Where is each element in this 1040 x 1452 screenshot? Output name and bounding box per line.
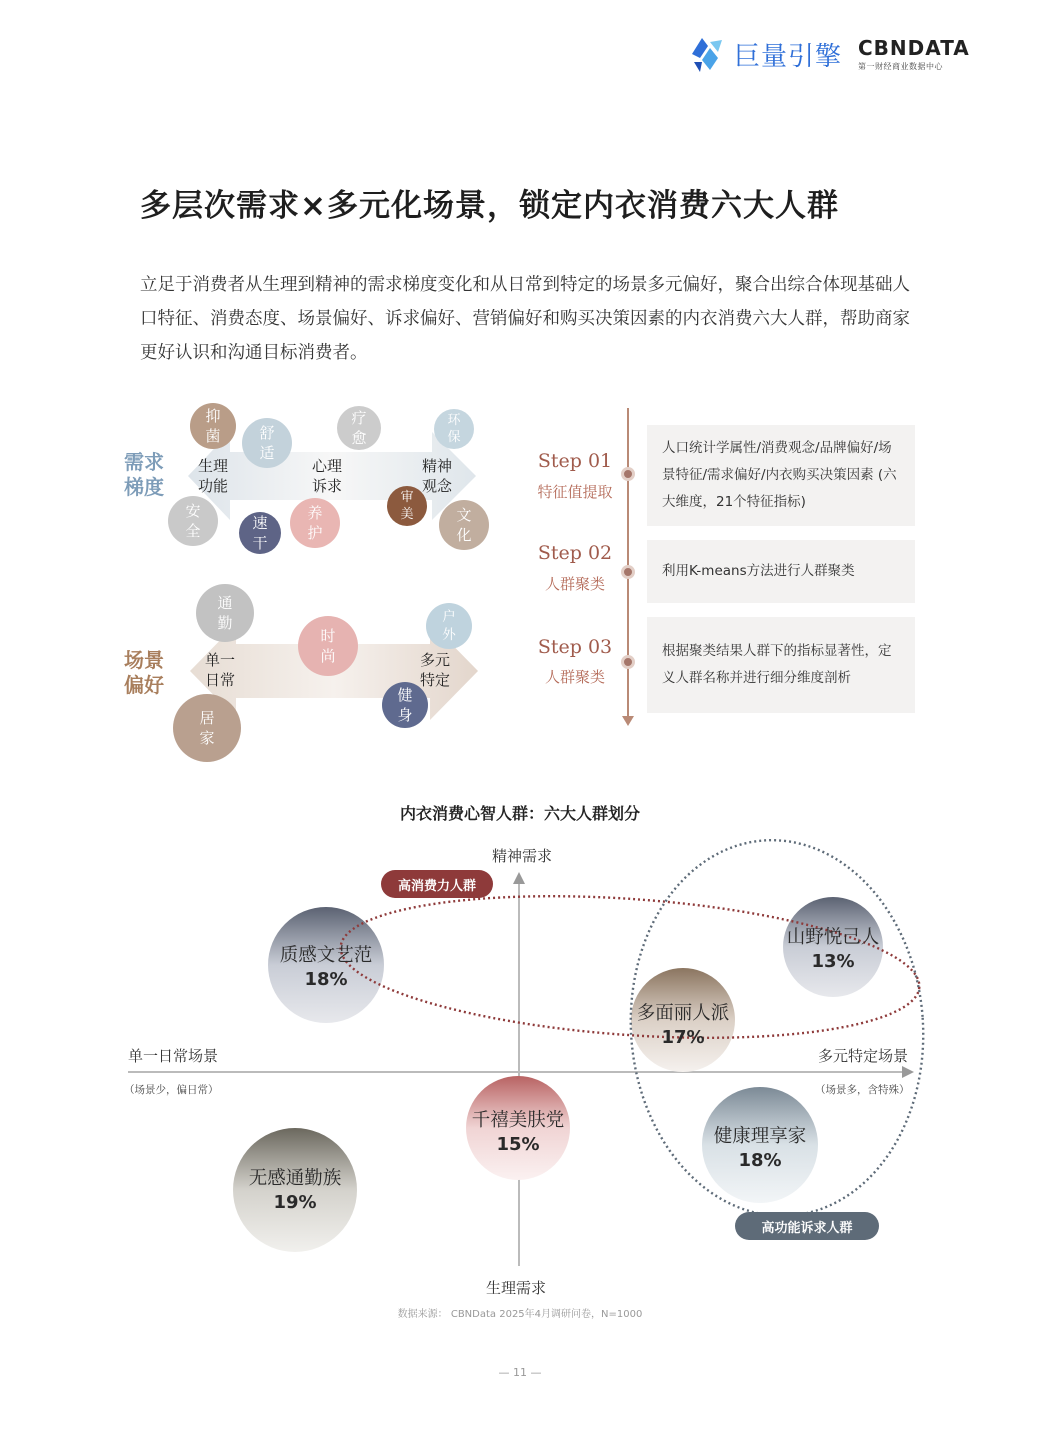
demand-mid-text: 心理 诉求 xyxy=(312,457,343,495)
ocean-engine-logo-text: 巨量引擎 xyxy=(734,41,843,72)
segment-name: 千禧美肤党 xyxy=(471,1109,565,1131)
demand-gradient-label-text: 需求 梯度 xyxy=(124,450,164,499)
bubble-eco: 环 保 xyxy=(434,409,474,449)
bubble-home: 居 家 xyxy=(173,694,241,762)
bubble-fitness: 健 身 xyxy=(382,682,428,728)
segment-name: 健康理享家 xyxy=(713,1125,807,1147)
step-02-box xyxy=(647,540,915,603)
page-number: — 11 — xyxy=(498,1366,542,1379)
step-01-text: 人口统计学属性/消费观念/品牌偏好/场景特征/需求偏好/内衣购买决策因素 (六大维度，21个特征指标) xyxy=(662,440,897,510)
quadrant-chart-title: 内衣消费心智人群：六大人群划分 xyxy=(399,804,640,823)
segment-texture-art xyxy=(266,925,386,1005)
bubble-fashion: 时 尚 xyxy=(298,616,358,676)
scene-right-text: 多元 特定 xyxy=(420,651,451,689)
step-03-subtitle: 人群聚类 xyxy=(544,668,605,686)
cbndata-logo-subtitle: 第一财经商业数据中心 xyxy=(858,62,943,71)
bubble-quick-dry: 速 干 xyxy=(239,512,281,554)
scene-preference-label-text: 场景 偏好 xyxy=(124,648,164,697)
segment-percent: 15% xyxy=(496,1133,540,1155)
segment-name: 质感文艺范 xyxy=(279,944,373,966)
x-axis-left-label: 单一日常场景 xyxy=(128,1047,219,1065)
bubble-comfort: 舒 适 xyxy=(242,418,292,468)
step-01-box xyxy=(647,425,915,526)
x-axis-arrow xyxy=(902,1066,914,1078)
data-source: 数据来源： CBNData 2025年4月调研问卷，N=1000 xyxy=(397,1309,643,1320)
x-axis-right-label: 多元特定场景 xyxy=(818,1047,909,1065)
segment-percent: 18% xyxy=(304,968,348,990)
steps-timeline-arrow xyxy=(622,716,634,726)
bubble-outdoor: 户 外 xyxy=(426,603,472,649)
bubble-antibacterial: 抑 菌 xyxy=(190,403,236,449)
demand-right-text: 精神 观念 xyxy=(422,457,453,495)
scene-preference-label xyxy=(124,648,164,698)
segment-mountain-self xyxy=(773,907,893,987)
bubble-aesthetics: 审 美 xyxy=(387,486,427,526)
step-02-title: Step 02 xyxy=(537,542,613,564)
segment-commuter xyxy=(235,1148,355,1228)
step-01-dot xyxy=(621,467,635,481)
step-03-text: 根据聚类结果人群下的指标显著性，定义人群名称并进行细分维度剖析 xyxy=(662,643,892,686)
segment-healthy-enjoyer xyxy=(700,1106,820,1186)
page-title: 多层次需求×多元化场景，锁定内衣消费六大人群 xyxy=(140,188,839,224)
segment-percent: 17% xyxy=(661,1026,705,1048)
step-03-title: Step 03 xyxy=(537,636,613,658)
bubble-care: 养 护 xyxy=(290,498,340,548)
segment-percent: 18% xyxy=(738,1149,782,1171)
y-axis-bottom-label: 生理需求 xyxy=(486,1279,547,1297)
bubble-safety: 安 全 xyxy=(168,496,218,546)
segment-millennial-skin xyxy=(458,1090,578,1170)
step-02-subtitle: 人群聚类 xyxy=(544,575,605,593)
segment-name: 山野悦己人 xyxy=(786,926,880,948)
y-axis-top-label: 精神需求 xyxy=(492,847,553,865)
step-02-text: 利用K-means方法进行人群聚类 xyxy=(662,563,855,579)
bubble-commute: 通 勤 xyxy=(196,584,254,642)
step-01-title: Step 01 xyxy=(537,450,613,472)
segment-percent: 13% xyxy=(811,950,855,972)
demand-left-text: 生理 功能 xyxy=(198,457,229,495)
x-axis-right-note: （场景多，含特殊） xyxy=(815,1084,910,1096)
x-axis-left-note: （场景少，偏日常） xyxy=(124,1084,219,1096)
demand-gradient-label xyxy=(124,450,164,500)
bubble-culture: 文 化 xyxy=(439,500,489,550)
step-01-subtitle: 特征值提取 xyxy=(537,483,613,501)
cbndata-logo-text: CBNDATA xyxy=(858,36,970,60)
segment-name: 多面丽人派 xyxy=(636,1002,730,1024)
segment-percent: 19% xyxy=(273,1191,317,1213)
scene-left-text: 单一 日常 xyxy=(205,651,236,689)
bubble-healing: 疗 愈 xyxy=(337,406,381,450)
step-02-dot xyxy=(621,565,635,579)
high-function-tag: 高功能诉求人群 xyxy=(735,1212,879,1240)
step-03-dot xyxy=(621,655,635,669)
high-spend-tag: 高消费力人群 xyxy=(381,870,493,898)
intro-paragraph: 立足于消费者从生理到精神的需求梯度变化和从日常到特定的场景多元偏好，聚合出综合体现基础人口特征、消费态度、场景偏好、诉求偏好、营销偏好和购买决策因素的内衣消费六大人群，帮助商家更好认识和沟通目标消费者。 xyxy=(140,275,910,363)
step-03-box xyxy=(647,617,915,713)
segment-name: 无感通勤族 xyxy=(248,1167,342,1189)
segment-multifaceted-beauty xyxy=(623,983,743,1063)
y-axis-arrow xyxy=(513,872,525,884)
